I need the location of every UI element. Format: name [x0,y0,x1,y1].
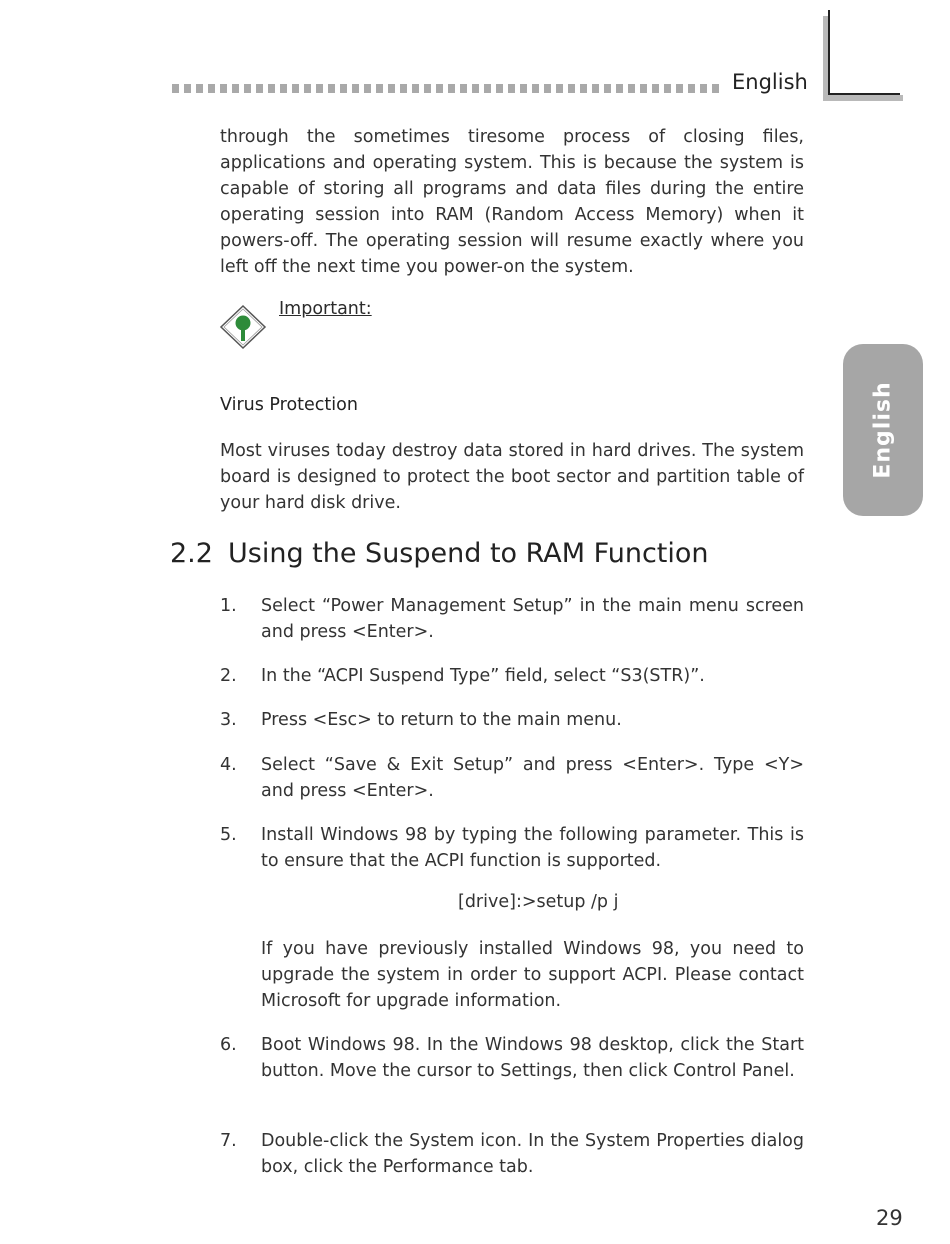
step-text: Select “Power Management Setup” in the main menu screen and press <Enter>. [261,596,804,642]
important-label: Important: [279,299,372,319]
step-text: Install Windows 98 by typing the following parameter. This is to ensure that the ACPI function is supported. [261,825,804,871]
step-text: Select “Save & Exit Setup” and press <Enter>. Type <Y> and press <Enter>. [261,755,804,801]
corner-mark [828,10,830,95]
important-key-icon [219,304,267,350]
side-tab-label: English [870,381,896,479]
step-text: In the “ACPI Suspend Type” field, select “S3(STR)”. [261,666,705,686]
virus-protection-heading: Virus Protection [220,395,358,415]
section-title: Using the Suspend to RAM Function [228,538,709,569]
section-number: 2.2 [170,538,213,569]
step-text: Double-click the System icon. In the System Properties dialog box, click the Performance tab. [261,1131,804,1177]
list-item [220,1128,804,1180]
list-item [220,822,804,874]
page-number: 29 [876,1206,903,1230]
step-text: Press <Esc> to return to the main menu. [261,710,622,730]
header-dotted-rule [172,84,720,93]
corner-mark [823,95,903,101]
step-number: 4. [220,755,237,775]
list-item [220,1032,804,1084]
list-item [220,663,804,689]
list-item [220,707,804,733]
corner-mark [828,93,900,95]
list-item [220,752,804,804]
upgrade-note: If you have previously installed Windows 98, you need to upgrade the system in order to support ACPI. Please contact Microsoft for upgrade information. [261,939,804,1011]
intro-paragraph: through the sometimes tiresome process of closing files, applications and operating system. This is because the system is capable of storing all programs and data files during the entire operating session into RAM (Random Access Memory) when it powers-off. The operating session will resume exactly where you left off the next time you power-on the system. [220,127,804,277]
step-text: Boot Windows 98. In the Windows 98 desktop, click the Start button. Move the cursor to Settings, then click Control Panel. [261,1035,804,1081]
step-number: 1. [220,596,237,616]
virus-protection-text: Most viruses today destroy data stored in hard drives. The system board is designed to protect the boot sector and partition table of your hard disk drive. [220,441,804,513]
list-item [220,593,804,645]
step-number: 7. [220,1131,237,1151]
step-number: 2. [220,666,237,686]
section-heading [170,538,709,569]
step-number: 3. [220,710,237,730]
setup-command: [drive]:>setup /p j [458,892,619,912]
step-number: 6. [220,1035,237,1055]
step-number: 5. [220,825,237,845]
header-language: English [732,70,808,94]
